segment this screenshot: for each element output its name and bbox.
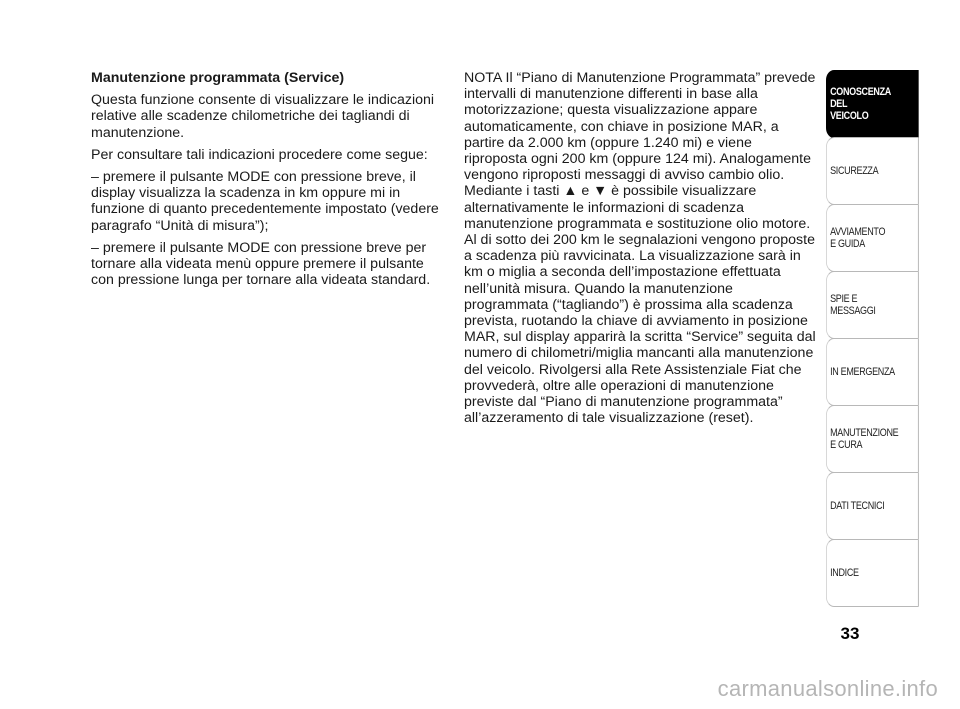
procedure-paragraph: Per consultare tali indicazioni procedere come segue: [91, 146, 428, 163]
section-heading: Manutenzione programmata (Service) [91, 70, 345, 86]
tab-avviamento-e-guida[interactable] [826, 204, 919, 272]
watermark: carmanualsonline.info [717, 676, 938, 701]
right-column [464, 70, 816, 432]
note-paragraph: NOTA Il “Piano di Manutenzione Programmata” prevede intervalli di manutenzione differenti in base alla motorizzazione; questa visualizzazione appare automaticamente, con chiave in posizione MAR, a partire da 2.000 km (oppure 1.240 mi) e viene riproposta ogni 200 km (oppure 124 mi). Analogamente vengono riproposti messaggi di avviso cambio olio. Mediante i tasti ▲ e ▼ è possibile visualizzare alternativamente le informazioni di scadenza manutenzione programmata e sostituzione olio motore. Al di sotto dei 200 km le segnalazioni vengono proposte a scadenza più ravvicinata. La visualizzazione sarà in km o miglia a seconda dell’impostazione effettuata nell’unità misura. Quando la manutenzione programmata (“tagliando”) è prossima alla scadenza prevista, ruotando la chiave di avviamento in posizione MAR, sul display apparirà la scritta “Service” seguita dal numero di chilometri/miglia mancanti alla manutenzione del veicolo. Rivolgersi alla Rete Assistenziale Fiat che provvederà, oltre alle operazioni di manutenzione previste dal “Piano di manutenzione programmata” all’azzeramento di tale visualizzazione (reset). [464, 70, 816, 427]
tab-label: SICUREZZA [830, 165, 879, 177]
step-paragraph-2: – premere il pulsante MODE con pressione breve per tornare alla videata menù oppure premere il pulsante con pressione lunga per tornare alla videata standard. [91, 239, 431, 289]
tab-spie-e-messaggi[interactable] [826, 271, 919, 339]
tab-label: INDICE [830, 567, 859, 579]
tab-dati-tecnici[interactable] [826, 472, 919, 540]
chapter-tabs [826, 70, 919, 606]
tab-sicurezza[interactable] [826, 137, 919, 205]
tab-label: CONOSCENZA DEL VEICOLO [830, 86, 891, 122]
left-column [91, 70, 441, 294]
tab-label: MANUTENZIONE E CURA [830, 427, 899, 451]
tab-in-emergenza[interactable] [826, 338, 919, 406]
tab-label: IN EMERGENZA [830, 366, 895, 378]
tab-label: AVVIAMENTO E GUIDA [830, 226, 886, 250]
tab-manutenzione-e-cura[interactable] [826, 405, 919, 473]
page-number: 33 [840, 624, 860, 643]
tab-label: DATI TECNICI [830, 500, 885, 512]
step-paragraph-1: – premere il pulsante MODE con pressione breve, il display visualizza la scadenza in km oppure mi in funzione di quanto precedentemente impostato (vedere paragrafo “Unità di misura”); [91, 169, 439, 234]
tab-label: SPIE E MESSAGGI [830, 293, 876, 317]
intro-paragraph: Questa funzione consente di visualizzare le indicazioni relative alle scadenze chilometriche dei tagliandi di manutenzione. [91, 92, 435, 141]
tab-conoscenza-del-veicolo[interactable] [826, 70, 919, 138]
tab-indice[interactable] [826, 539, 919, 607]
